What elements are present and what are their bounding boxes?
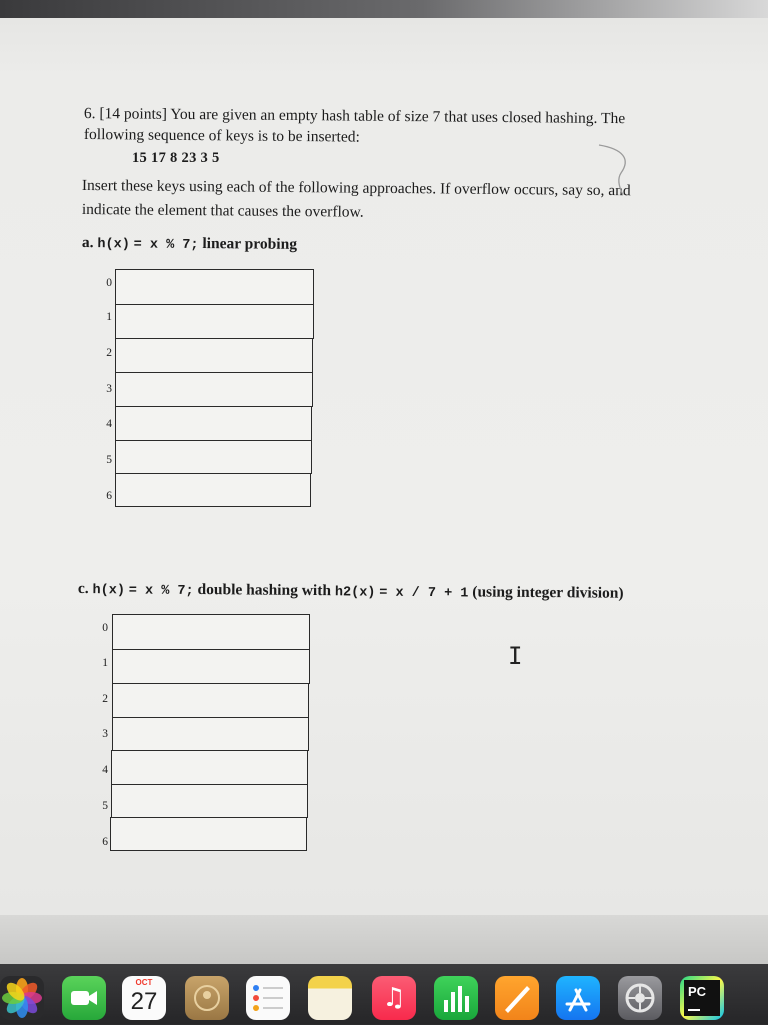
- table-a-index: 1: [106, 311, 112, 323]
- part-c-equation: = x % 7;: [128, 583, 194, 600]
- table-a-slot[interactable]: [115, 440, 312, 474]
- table-c-index: 3: [102, 728, 108, 740]
- part-c-label: c.: [77, 580, 89, 598]
- video-camera-icon: [62, 976, 106, 1020]
- question-line-3: Insert these keys using each of the following approaches. If overflow occurs, say so, and: [81, 176, 631, 200]
- part-c-description: double hashing with: [197, 581, 332, 600]
- system-settings-icon[interactable]: [618, 976, 662, 1020]
- part-a-description: linear probing: [202, 235, 298, 253]
- calendar-day: 27: [130, 988, 158, 1015]
- table-c-slot[interactable]: [110, 817, 307, 851]
- table-c-slot[interactable]: [112, 614, 310, 650]
- calendar-icon[interactable]: [122, 976, 166, 1020]
- table-c-index: 0: [102, 622, 108, 634]
- part-c-heading: [78, 580, 624, 603]
- part-c-function-2: h2(x): [334, 585, 376, 601]
- table-c-index: 4: [102, 764, 108, 776]
- text-cursor-icon: I: [508, 642, 523, 670]
- person-icon: [185, 976, 229, 1020]
- table-c-slot[interactable]: [112, 717, 309, 751]
- pycharm-icon[interactable]: [680, 976, 724, 1020]
- table-a-slot[interactable]: [115, 372, 313, 407]
- part-c-description-2: (using integer division): [472, 583, 624, 602]
- reminders-icon[interactable]: [246, 976, 290, 1020]
- page-bottom-edge: [0, 915, 768, 965]
- table-c-index: 6: [102, 836, 108, 848]
- part-c-function: h(x): [92, 583, 126, 599]
- table-a-slot[interactable]: [115, 338, 313, 373]
- pycharm-logo: [684, 980, 720, 1016]
- part-a-label: a.: [81, 234, 94, 252]
- question-line-4: indicate the element that causes the overflow.: [81, 200, 364, 221]
- part-a-function: h(x): [97, 237, 130, 253]
- app-store-icon[interactable]: [556, 976, 600, 1020]
- table-c-index: 1: [102, 657, 108, 669]
- pycharm-label: PC: [688, 984, 707, 999]
- table-a-slot[interactable]: [115, 473, 311, 507]
- table-a-slot[interactable]: [115, 406, 312, 441]
- numbers-icon[interactable]: [434, 976, 478, 1020]
- part-a-heading: [82, 234, 297, 254]
- table-a-index: 0: [106, 277, 112, 289]
- table-a-slot[interactable]: [115, 304, 314, 339]
- table-a-index: 5: [106, 454, 112, 466]
- question-line-1: 6. [14 points] You are given an empty hash table of size 7 that uses closed hashing. The: [83, 104, 626, 128]
- table-a-index: 3: [106, 383, 112, 395]
- table-c-index: 2: [102, 693, 108, 705]
- part-c-equation-2: = x / 7 + 1: [379, 585, 469, 602]
- table-a-slot[interactable]: [115, 269, 314, 305]
- table-a-index: 6: [106, 490, 112, 502]
- table-c-slot[interactable]: [112, 683, 309, 718]
- bar-chart-icon: [434, 976, 478, 1020]
- table-c-slot[interactable]: [112, 649, 310, 684]
- facetime-icon[interactable]: [62, 976, 106, 1020]
- table-c-index: 5: [102, 800, 108, 812]
- notes-icon[interactable]: [308, 976, 352, 1020]
- window-top-edge: [0, 0, 768, 18]
- part-a-equation: = x % 7;: [133, 237, 199, 254]
- contacts-icon[interactable]: [185, 976, 229, 1020]
- table-c-slot[interactable]: [111, 784, 308, 818]
- list-bullets-icon: [246, 976, 290, 1020]
- app-store-a-icon: [556, 976, 600, 1020]
- pycharm-underline: [688, 1009, 700, 1011]
- key-sequence: 15 17 8 23 3 5: [132, 150, 220, 166]
- question-line-2: following sequence of keys is to be inserted:: [83, 125, 360, 146]
- photos-flower-icon: [0, 976, 44, 1020]
- table-c-slot[interactable]: [111, 750, 308, 785]
- pen-mark-icon: [595, 143, 635, 198]
- calendar-month: OCT: [135, 978, 153, 987]
- pen-nib-icon: [495, 976, 539, 1020]
- table-a-index: 4: [106, 418, 112, 430]
- music-note-icon: ♫: [382, 983, 406, 1013]
- table-a-index: 2: [106, 347, 112, 359]
- pages-icon[interactable]: [495, 976, 539, 1020]
- photos-icon[interactable]: [0, 976, 44, 1020]
- music-icon[interactable]: [372, 976, 416, 1020]
- gear-icon: [618, 976, 662, 1020]
